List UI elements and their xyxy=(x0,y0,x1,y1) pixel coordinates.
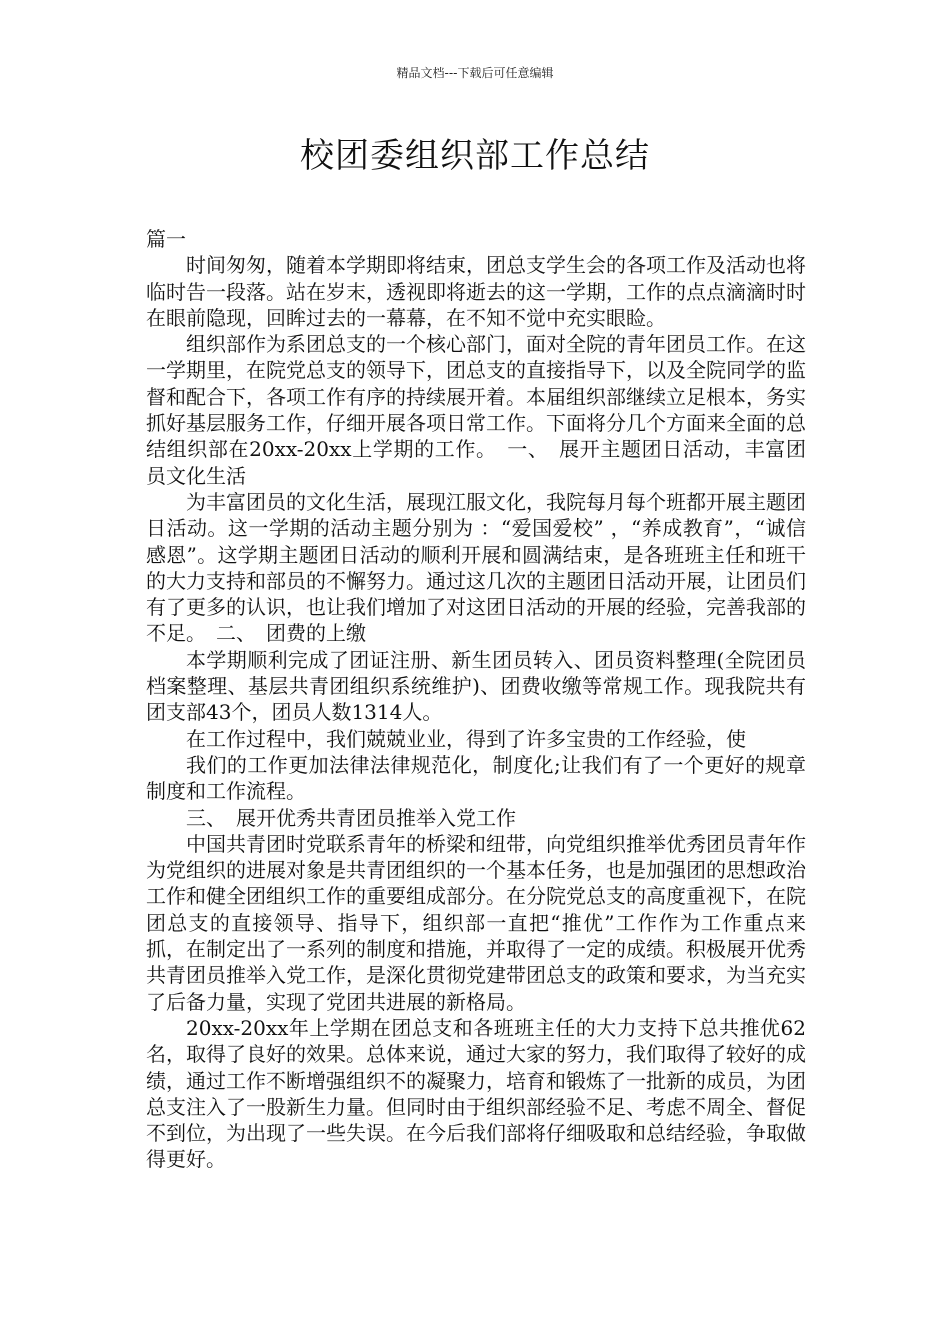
section-heading-three: 三、 展开优秀共青团员推举入党工作 xyxy=(186,805,516,830)
paragraph-standardization: 我们的工作更加法律法律规范化，制度化;让我们有了一个更好的规章制度和工作流程。 xyxy=(146,752,806,804)
paragraph-routine-work: 本学期顺利完成了团证注册、新生团员转入、团员资料整理(全院团员档案整理、基层共青团组织系统维护)、团费收缴等常规工作。现我院共有团支部43个，团员人数1314人。 xyxy=(146,647,806,725)
section-label: 篇一 xyxy=(146,227,186,251)
paragraph-theme-activities: 为丰富团员的文化生活，展现江服文化，我院每月每个班都开展主题团日活动。这一学期的活动主题分别为 ：“爱国爱校” ，“养成教育”，“诚信感恩”。这学期主题团日活动的顺利开展和圆满结束，是各班班主任和班干的大力支持和部员的不懈努力。通过这几次的主题团日活动开展，让团员们有了更多的认识，也让我们增加了对这团日活动的开展的经验，完善我部的不足。 二、 团费的上缴 xyxy=(146,489,806,646)
paragraph-organization: 组织部作为系团总支的一个核心部门，面对全院的青年团员工作。在这一学期里，在院党总支的领导下，团总支的直接指导下，以及全院同学的监督和配合下，各项工作有序的持续展开着。本届组织部继续立足根本，务实抓好基层服务工作，仔细开展各项日常工作。下面将分几个方面来全面的总结组织部在20xx-20xx上学期的工作。 一、 展开主题团日活动，丰富团员文化生活 xyxy=(146,332,806,488)
paragraph-recommendation: 中国共青团时党联系青年的桥梁和纽带，向党组织推举优秀团员青年作为党组织的进展对象是共青团组织的一个基本任务，也是加强团的思想政治工作和健全团组织工作的重要组成部分。在分院党总支的高度重视下，在院团总支的直接领导、指导下，组织部一直把“推优”工作作为工作重点来抓，在制定出了一系列的制度和措施，并取得了一定的成绩。积极展开优秀共青团员推举入党工作，是深化贯彻党建带团总支的政策和要求，为当充实了后备力量，实现了党团共进展的新格局。 xyxy=(146,831,806,1014)
document-title: 校团委组织部工作总结 xyxy=(300,136,650,176)
paragraph-summary: 20xx-20xx年上学期在团总支和各班班主任的大力支持下总共推优62名，取得了良好的效果。总体来说，通过大家的努力，我们取得了较好的成绩，通过工作不断增强组织不的凝聚力，培育和锻炼了一批新的成员，为团总支注入了一股新生力量。但同时由于组织部经验不足、考虑不周全、督促不到位，为出现了一些失误。在今后我们部将仔细吸取和总结经验，争取做得更好。 xyxy=(146,1015,806,1172)
document-body xyxy=(146,226,806,1173)
paragraph-experience: 在工作过程中，我们兢兢业业，得到了许多宝贵的工作经验，使 xyxy=(186,726,746,751)
page-header: 精品文档---下载后可任意编辑 xyxy=(396,66,554,80)
paragraph-intro: 时间匆匆，随着本学期即将结束，团总支学生会的各项工作及活动也将临时告一段落。站在岁末，透视即将逝去的这一学期，工作的点点滴滴时时在眼前隐现，回眸过去的一幕幕，在不知不觉中充实眼睑。 xyxy=(146,253,806,330)
